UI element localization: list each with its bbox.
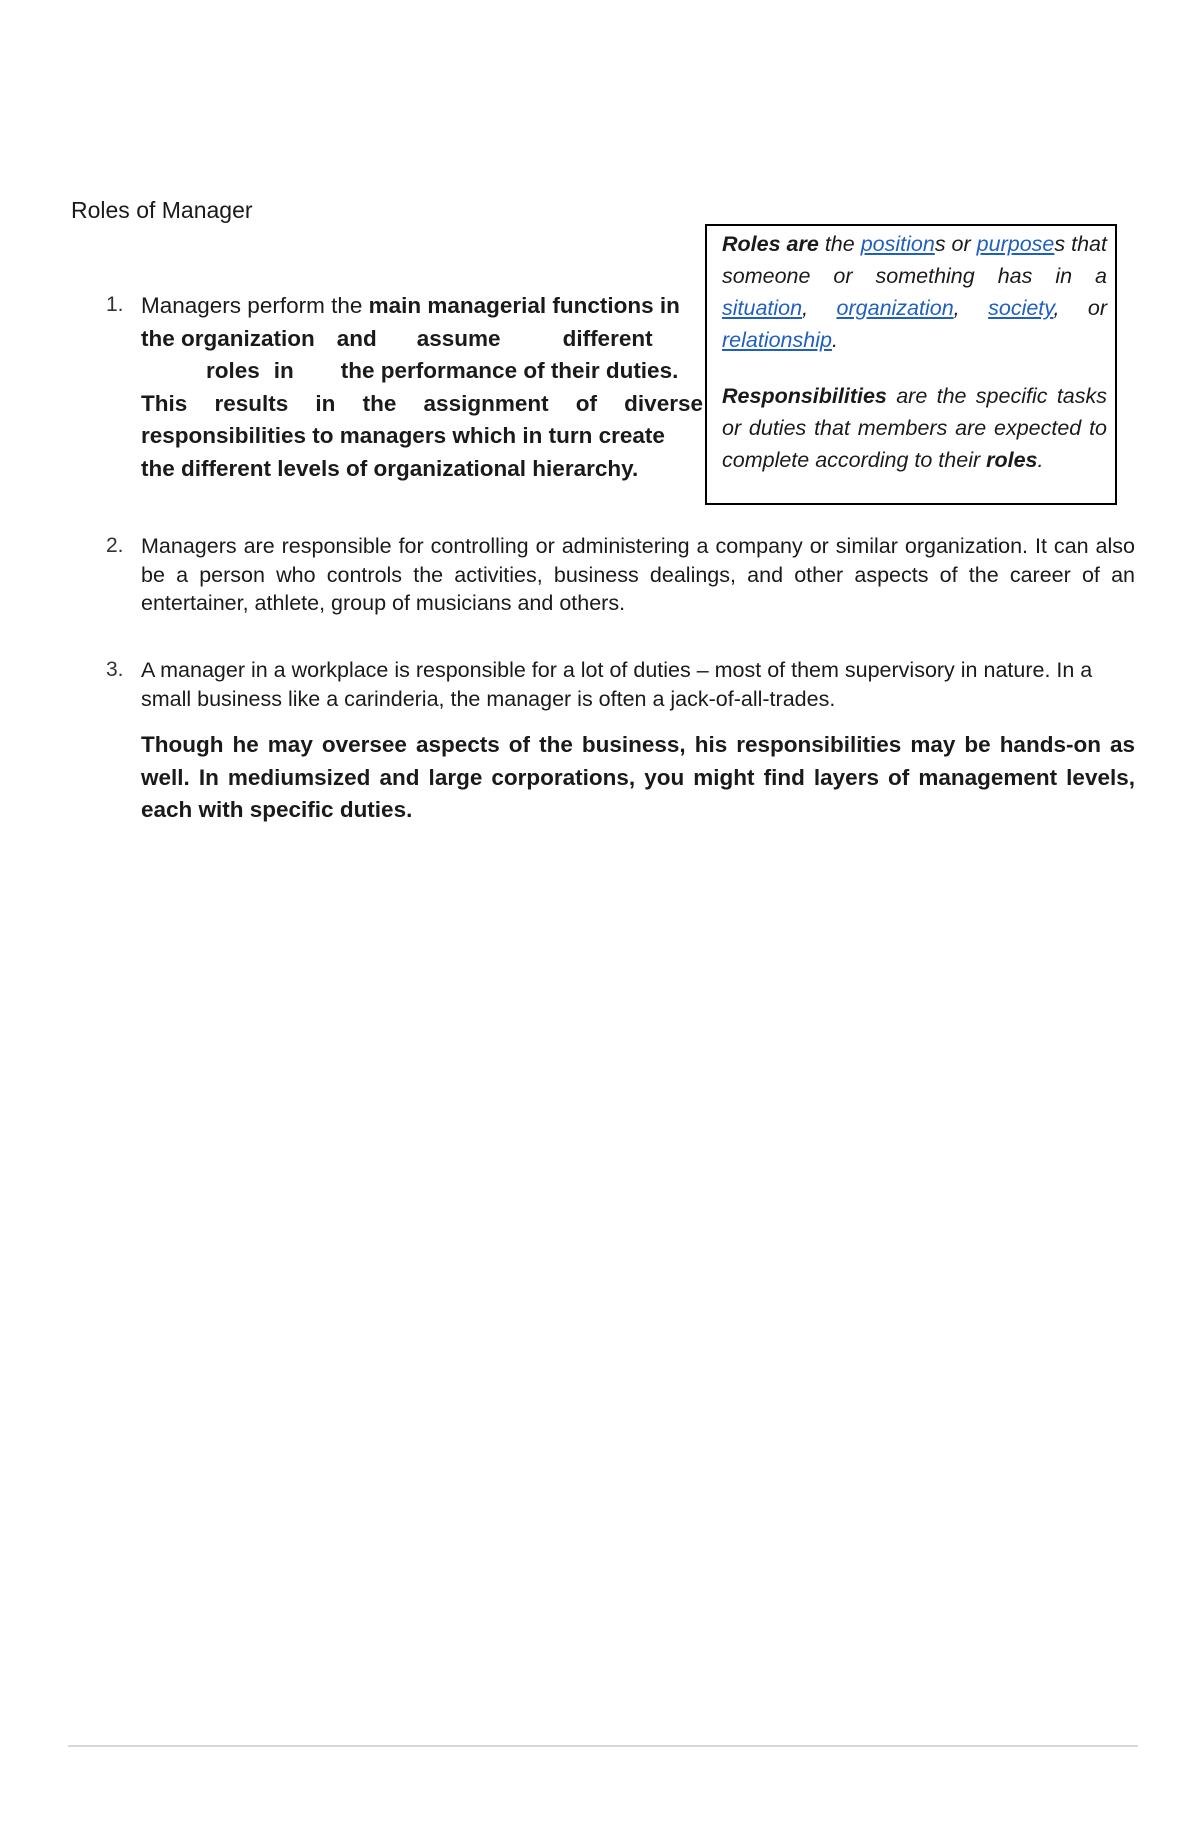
item3-text: A manager in a workplace is responsible for a lot of duties – most of them supervisory in nature. In a small business like a carinderia, the manager is often a jack-of-all-trades. — [141, 658, 1093, 711]
box-spacer — [722, 356, 1107, 380]
item1-line-2-d: different — [562, 325, 653, 351]
roles-text-s1: s or — [934, 232, 977, 256]
list-number-3: 3. — [106, 658, 124, 681]
list-number-1: 1. — [106, 293, 124, 316]
roles-comma-1: , — [802, 296, 837, 320]
item1-line-1-text: Managers perform the — [141, 293, 369, 318]
roles-comma-3: , or — [1053, 296, 1107, 320]
item1-line-2-b: and — [336, 325, 377, 351]
roles-text: the — [818, 232, 861, 256]
footer-divider — [68, 1745, 1138, 1747]
link-organization[interactable]: organization — [836, 296, 954, 320]
item1-line-1-bold: main managerial functions in — [368, 293, 680, 318]
item1-line-3-c: the performance of their duties. — [340, 358, 679, 383]
list-item-1 — [141, 290, 703, 485]
item3-bold-paragraph: Though he may oversee aspects of the business, his responsibilities may be hands-on as well. In mediumsized and large corporations, you might find layers of management levels, each with specific duties. — [141, 732, 1135, 822]
item1-line-5: responsibilities to managers which in turn create — [141, 423, 665, 448]
item1-line-3-b: in — [273, 358, 294, 383]
responsibilities-definition — [722, 380, 1107, 476]
link-relationship[interactable]: relationship — [722, 328, 832, 352]
item1-line-3 — [141, 355, 703, 388]
roles-text-s2: s that someone or something has in a — [722, 232, 1107, 288]
definition-box — [705, 224, 1117, 505]
link-purpose[interactable]: purpose — [976, 232, 1055, 256]
link-position[interactable]: position — [860, 232, 935, 256]
roles-comma-2: , — [953, 296, 989, 320]
list-item-3 — [141, 656, 1135, 827]
item1-line-3-a: roles — [206, 358, 260, 383]
roles-term: Roles are — [722, 232, 819, 256]
item1-line-2-a: the organization — [141, 325, 315, 351]
responsibilities-roles: roles — [986, 448, 1038, 472]
item1-line-2 — [141, 323, 703, 356]
item1-line-2-c: assume — [416, 325, 501, 351]
roles-period: . — [831, 328, 838, 352]
list-number-2: 2. — [106, 534, 124, 557]
list-item-2: Managers are responsible for controlling or administering a company or similar organization. It can also be a person who controls the activities, business dealings, and other aspects of the career of an entertainer, athlete, group of musicians and others. — [141, 534, 1135, 615]
link-situation[interactable]: situation — [722, 296, 803, 320]
roles-definition — [722, 228, 1107, 356]
link-society[interactable]: society — [988, 296, 1054, 320]
item1-line-1 — [141, 290, 703, 323]
responsibilities-term: Responsibilities — [722, 384, 887, 408]
item1-line-6: the different levels of organizational hierarchy. — [141, 455, 639, 481]
page-title: Roles of Manager — [71, 197, 253, 223]
responsibilities-text: are the specific tasks or duties that members are expected to complete according to their — [722, 384, 1107, 472]
responsibilities-period: . — [1037, 448, 1044, 472]
item1-line-4: This results in the assignment of diverse — [141, 390, 703, 416]
